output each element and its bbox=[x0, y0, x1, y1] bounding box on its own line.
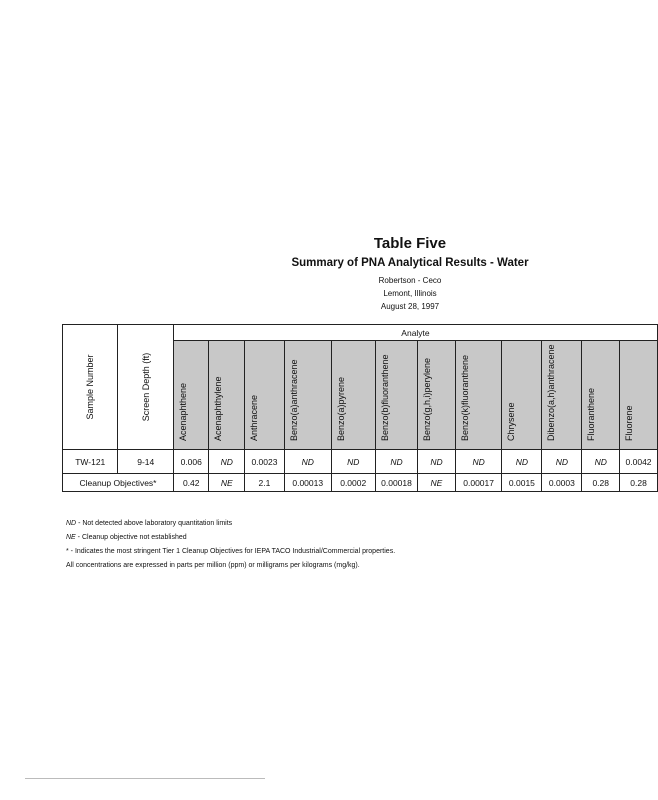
analyte-name-header: Dibenzo(a,h)anthracene bbox=[542, 341, 582, 450]
footnotes bbox=[66, 517, 586, 573]
cleanup-value-cell: 0.28 bbox=[620, 474, 658, 492]
sample-value-cell: 0.0042 bbox=[620, 450, 658, 474]
scan-artifact-line bbox=[25, 778, 265, 779]
cleanup-value-cell: 0.28 bbox=[582, 474, 620, 492]
cleanup-value-cell: 0.00017 bbox=[455, 474, 502, 492]
sample-value-cell: ND bbox=[284, 450, 331, 474]
sample-value-cell: ND bbox=[331, 450, 375, 474]
sample-value-cell: ND bbox=[375, 450, 417, 474]
sample-value-cell: 0.0023 bbox=[244, 450, 284, 474]
cleanup-value-cell: 0.0015 bbox=[502, 474, 542, 492]
cleanup-value-cell: 0.00013 bbox=[284, 474, 331, 492]
client-name: Robertson - Ceco bbox=[378, 276, 442, 285]
analyte-name-header: Benzo(a)anthracene bbox=[284, 341, 331, 450]
report-date: August 28, 1997 bbox=[380, 302, 440, 311]
table-row bbox=[63, 474, 658, 492]
sample-value-cell: ND bbox=[209, 450, 245, 474]
analyte-name-header: Chrysene bbox=[502, 341, 542, 450]
footnote-star: * - Indicates the most stringent Tier 1 Cleanup Objectives for IEPA TACO Industrial/Commercial properties. bbox=[66, 548, 396, 555]
footnote-nd: ND - Not detected above laboratory quantitation limits bbox=[66, 520, 233, 527]
location: Lemont, Illinois bbox=[383, 289, 437, 298]
cleanup-value-cell: 0.42 bbox=[173, 474, 209, 492]
cleanup-value-cell: NE bbox=[418, 474, 456, 492]
analyte-name-header: Benzo(k)fluoranthene bbox=[455, 341, 502, 450]
sample-value-cell: 0.006 bbox=[173, 450, 209, 474]
cleanup-value-cell: 0.0003 bbox=[542, 474, 582, 492]
results-table bbox=[62, 324, 658, 492]
analyte-name-header: Benzo(b)fluoranthene bbox=[375, 341, 417, 450]
sample-value-cell: ND bbox=[455, 450, 502, 474]
analyte-name-header: Acenaphthylene bbox=[209, 341, 245, 450]
cleanup-value-cell: 0.00018 bbox=[375, 474, 417, 492]
sample-value-cell: ND bbox=[542, 450, 582, 474]
cleanup-value-cell: NE bbox=[209, 474, 245, 492]
footnote-ne: NE - Cleanup objective not established bbox=[66, 534, 187, 541]
cleanup-value-cell: 2.1 bbox=[244, 474, 284, 492]
page-title: Table Five bbox=[373, 235, 447, 252]
sample-value-cell: ND bbox=[502, 450, 542, 474]
sample-value-cell: ND bbox=[418, 450, 456, 474]
analyte-name-header: Fluoranthene bbox=[582, 341, 620, 450]
table-row bbox=[63, 450, 658, 474]
analyte-name-header: Fluorene bbox=[620, 341, 658, 450]
analyte-header: Analyte bbox=[173, 325, 657, 341]
analyte-name-header: Benzo(a)pyrene bbox=[331, 341, 375, 450]
cleanup-objectives-label: Cleanup Objectives* bbox=[63, 474, 174, 492]
analyte-name-header: Acenaphthene bbox=[173, 341, 209, 450]
results-table-wrapper bbox=[62, 324, 652, 500]
page-subtitle: Summary of PNA Analytical Results - Water bbox=[291, 257, 529, 269]
analyte-name-header: Anthracene bbox=[244, 341, 284, 450]
sample-number-header: Sample Number bbox=[63, 325, 118, 450]
analyte-name-header: Benzo(g,h,i)perylene bbox=[418, 341, 456, 450]
sample-number-cell: TW-121 bbox=[63, 450, 118, 474]
footnote-units: All concentrations are expressed in parts per million (ppm) or milligrams per kilograms (mg/kg). bbox=[66, 562, 360, 569]
screen-depth-header: Screen Depth (ft) bbox=[118, 325, 173, 450]
sample-value-cell: ND bbox=[582, 450, 620, 474]
cleanup-value-cell: 0.0002 bbox=[331, 474, 375, 492]
screen-depth-cell: 9-14 bbox=[118, 450, 173, 474]
